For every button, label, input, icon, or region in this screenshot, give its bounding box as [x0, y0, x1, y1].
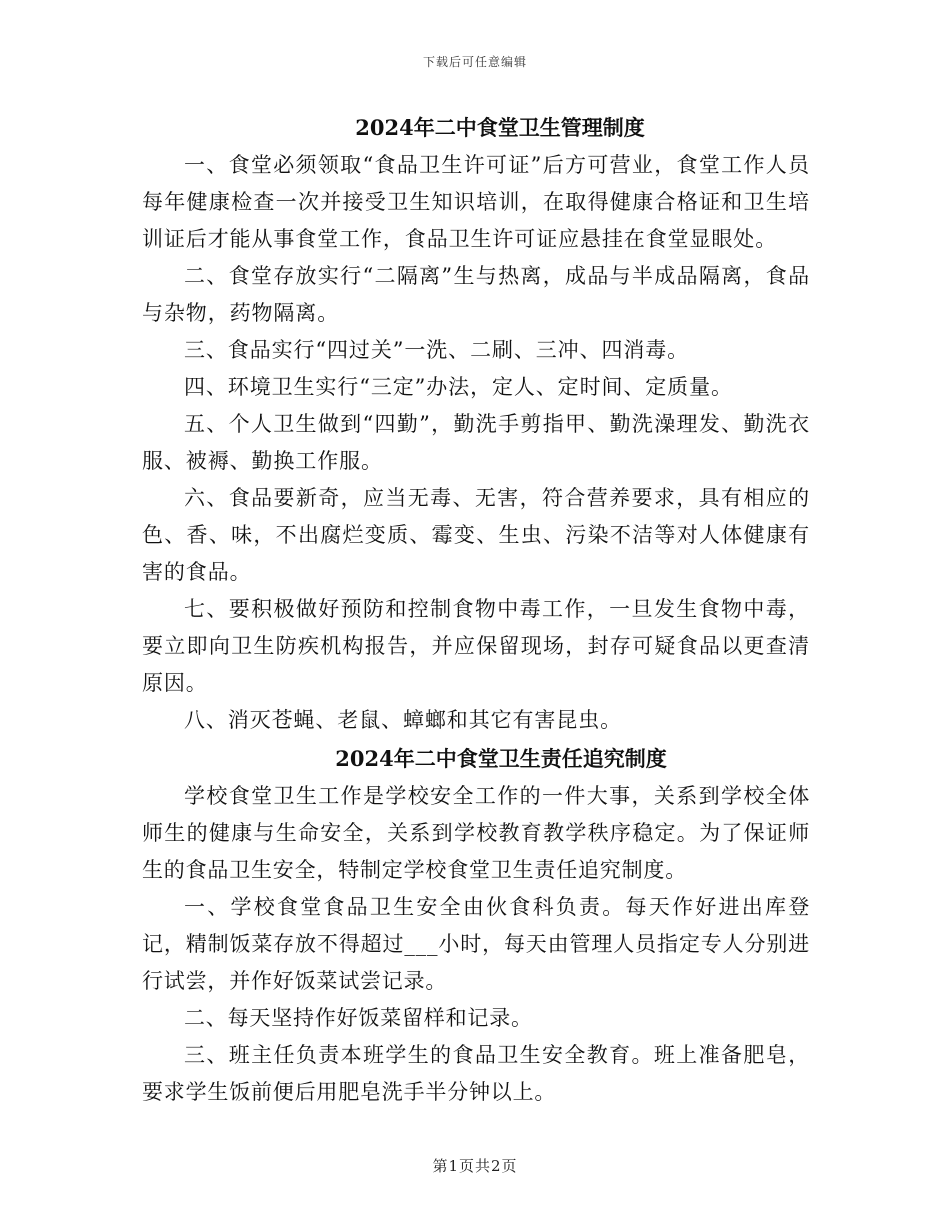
header-note: 下载后可任意编辑: [422, 55, 527, 69]
paragraph: 四、环境卫生实行“三定”办法，定人、定时间、定质量。: [184, 375, 733, 399]
item-text: 一、学校食堂食品卫生安全由伙食科负责。每天作好进出库登记，精制饭菜存放不得超过: [142, 895, 810, 956]
paragraph-item-2: 二、每天坚持作好饭菜留样和记录。: [184, 1006, 533, 1030]
page-number: 第1页共2页: [432, 1157, 518, 1175]
paragraph-item-1: [142, 889, 810, 1000]
paragraph: 六、食品要新奇，应当无毒、无害，符合营养要求，具有相应的色、香、味，不出腐烂变质、霉变、生虫、污染不洁等对人体健康有害的食品。: [142, 486, 810, 584]
paragraph-intro: 学校食堂卫生工作是学校安全工作的一件大事，关系到学校全体师生的健康与生命安全，关系到学校教育教学秩序稳定。为了保证师生的食品卫生安全，特制定学校食堂卫生责任追究制度。: [142, 784, 810, 882]
paragraph: 八、消灭苍蝇、老鼠、蟑螂和其它有害昆虫。: [184, 708, 622, 732]
paragraph: 二、食堂存放实行“二隔离”生与热离，成品与半成品隔离，食品与杂物，药物隔离。: [142, 264, 810, 325]
paragraph: 三、食品实行“四过关”一洗、二刷、三冲、四消毒。: [184, 338, 690, 362]
section-responsibility-rules: [142, 739, 810, 1111]
paragraph: 七、要积极做好预防和控制食物中毒工作，一旦发生食物中毒，要立即向卫生防疾机构报告，并应保留现场，封存可疑食品以更查清原因。: [142, 597, 810, 695]
section-management-rules: [142, 108, 810, 739]
paragraph: 五、个人卫生做到“四勤”，勤洗手剪指甲、勤洗澡理发、勤洗衣服、被褥、勤换工作服。: [142, 412, 810, 473]
document-content: [142, 108, 810, 1111]
paragraph-item-3: 三、班主任负责本班学生的食品卫生安全教育。班上准备肥皂，要求学生饭前便后用肥皂洗手半分钟以上。: [142, 1043, 810, 1104]
fill-blank: ___: [404, 932, 439, 956]
paragraph: 一、食堂必须领取“食品卫生许可证”后方可营业，食堂工作人员每年健康检查一次并接受卫生知识培训，在取得健康合格证和卫生培训证后才能从事食堂工作，食品卫生许可证应悬挂在食堂显眼处。: [142, 153, 810, 251]
item-text: 小时，每天由管理人员指定专人分别进行试尝，并作好饭菜试尝记录。: [142, 932, 810, 993]
section-title: 2024年二中食堂卫生管理制度: [355, 115, 645, 140]
section-title: 2024年二中食堂卫生责任追究制度: [335, 746, 667, 771]
